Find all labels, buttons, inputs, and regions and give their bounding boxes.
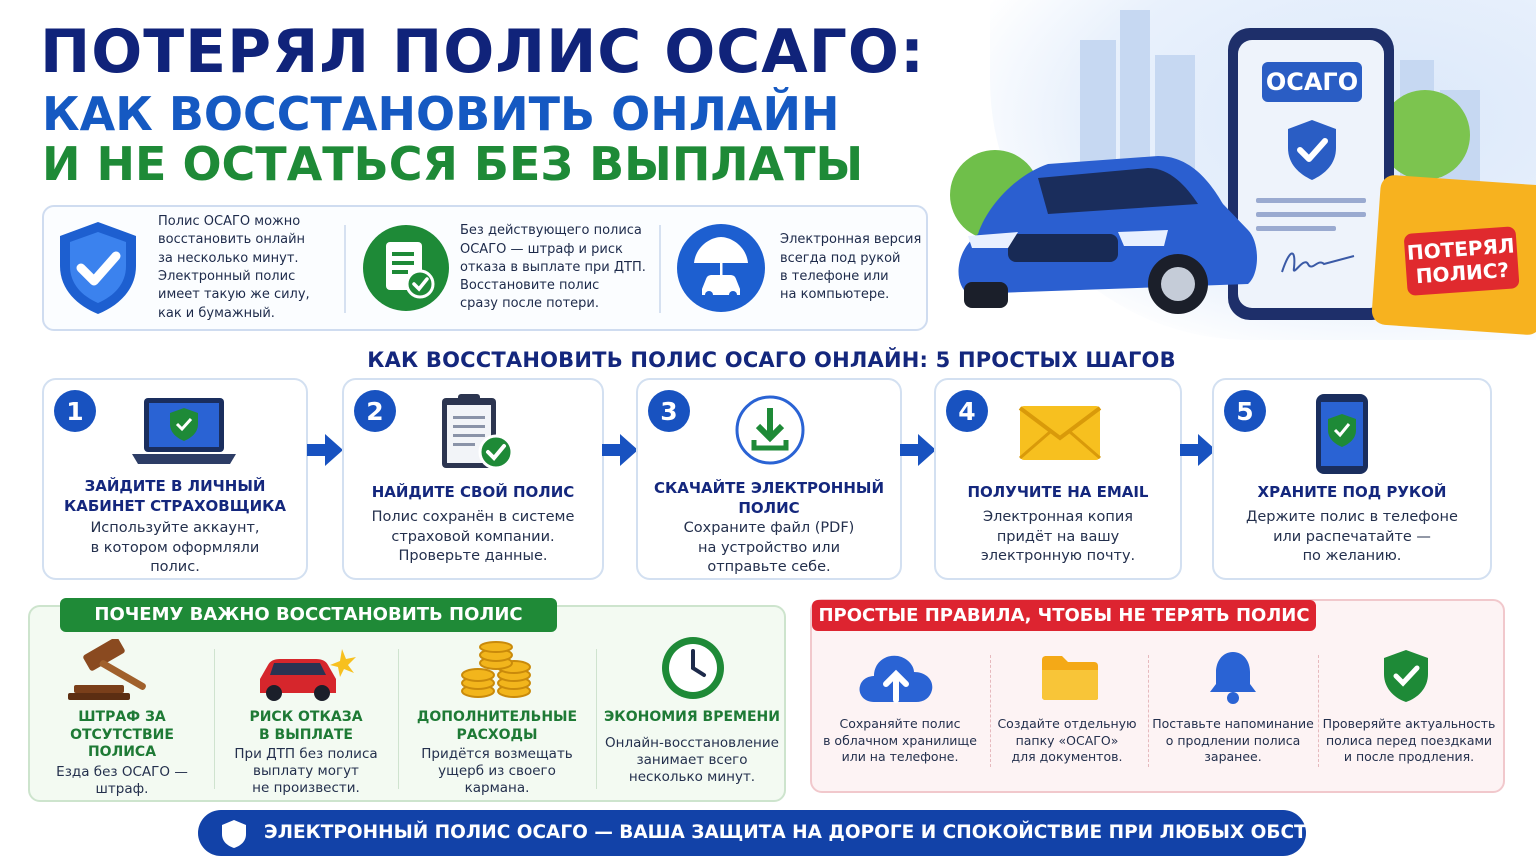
step-card-5 [1212,378,1492,580]
phone-label: ОСАГО [1262,62,1362,102]
phone-shield-icon [1314,392,1370,476]
rules-banner: ПРОСТЫЕ ПРАВИЛА, ЧТОБЫ НЕ ТЕРЯТЬ ПОЛИС [812,600,1316,631]
arrow-right-icon [898,430,938,470]
badge-line1: ПОТЕРЯЛ [1406,233,1516,265]
footer-banner [198,810,1469,856]
why-desc: Езда без ОСАГО — штраф. [56,763,188,797]
crashed-car-icon [254,643,358,703]
step-title: НАЙДИТЕ СВОЙ ПОЛИС [371,483,575,501]
step-title: СКАЧАЙТЕ ЭЛЕКТРОННЫЙ ПОЛИС [653,479,885,517]
step-card-4 [934,378,1182,580]
folder-icon [1371,174,1536,335]
car-icon [948,134,1268,324]
badge-line2: ПОЛИС? [1415,257,1510,289]
why-desc: Придётся возмещать ущерб из своего кармана. [421,746,573,796]
divider [1318,655,1319,767]
shield-check-icon [54,218,142,318]
step-card-3 [636,378,902,580]
step-desc: Сохраните файл (PDF) на устройство или отправьте себе. [683,520,855,575]
why-important-panel [28,605,786,802]
step-title: ПОЛУЧИТЕ НА EMAIL [967,483,1149,501]
info-panel [42,205,928,331]
gavel-icon [66,639,156,701]
page-title: ПОТЕРЯЛ ПОЛИС ОСАГО: [40,17,925,87]
shield-check-icon [1284,118,1340,182]
step-number: 4 [946,390,988,432]
step-number: 5 [1224,390,1266,432]
document-check-icon [362,224,450,312]
bell-icon [1206,648,1260,706]
step-card-1 [42,378,308,580]
why-banner: ПОЧЕМУ ВАЖНО ВОССТАНОВИТЬ ПОЛИС [60,598,557,632]
page-subtitle-line2: И НЕ ОСТАТЬСЯ БЕЗ ВЫПЛАТЫ [42,137,864,191]
info-text: Полис ОСАГО можно восстановить онлайн за несколько минут. Электронный полис имеет такую же силу, как и бумажный. [158,214,310,321]
envelope-icon [1018,404,1102,462]
download-icon [734,394,806,466]
why-title: ШТРАФ ЗА ОТСУТСТВИЕ ПОЛИСА [70,709,174,760]
rule-item: Поставьте напоминание о продлении полиса заранее. [1152,716,1314,764]
info-item [676,207,926,329]
coins-icon [458,641,538,703]
umbrella-car-icon [676,223,766,313]
divider [344,225,346,313]
signature-icon [1278,242,1358,282]
clock-icon [660,635,726,701]
step-number: 2 [354,390,396,432]
rule-item: Проверяйте актуальность полиса перед поездками и после продления. [1322,716,1496,764]
step-title: ХРАНИТЕ ПОД РУКОЙ [1257,483,1447,501]
info-text: Без действующего полиса ОСАГО — штраф и риск отказа в выплате при ДТП. Восстановите полис сразу после потери. [460,223,646,312]
arrow-right-icon [305,430,345,470]
arrow-right-icon [600,430,640,470]
laptop-shield-icon [132,396,236,466]
step-card-2 [342,378,604,580]
footer-text: ЭЛЕКТРОННЫЙ ПОЛИС ОСАГО — ВАША ЗАЩИТА НА ДОРОГЕ И СПОКОЙСТВИЕ ПРИ ЛЮБЫХ ОБСТОЯТЕЛЬСТВАХ! [264,822,1469,843]
cloud-upload-icon [856,650,936,708]
step-desc: Держите полис в телефоне или распечатайте — по желанию. [1246,509,1458,564]
info-item [54,207,344,329]
info-text: Электронная версия всегда под рукой в телефоне или на компьютере. [780,232,922,303]
step-desc: Используйте аккаунт, в котором оформляли полис. [90,520,260,575]
step-desc: Полис сохранён в системе страховой компании. Проверьте данные. [371,509,575,564]
why-desc: При ДТП без полиса выплату могут не произвести. [234,746,378,796]
divider [659,225,661,313]
step-desc: Электронная копия придёт на вашу электронную почту. [980,509,1136,564]
folder-icon [1040,654,1100,702]
shield-icon [220,818,248,850]
shield-check-icon [1382,648,1430,704]
lost-policy-badge [1404,226,1520,296]
step-number: 3 [648,390,690,432]
step-number: 1 [54,390,96,432]
hero-illustration [930,0,1536,345]
divider [990,655,991,767]
page-subtitle-line1: КАК ВОССТАНОВИТЬ ОНЛАЙН [42,87,840,141]
why-title: РИСК ОТКАЗА В ВЫПЛАТЕ [249,709,363,743]
rule-item: Создайте отдельную папку «ОСАГО» для документов. [997,716,1137,764]
info-item [362,207,662,329]
rule-item: Сохраняйте полис в облачном хранилище или на телефоне. [823,716,977,764]
why-title: ЭКОНОМИЯ ВРЕМЕНИ [604,709,780,725]
why-desc: Онлайн-восстановление занимает всего несколько минут. [605,734,779,785]
clipboard-check-icon [436,392,516,472]
why-title: ДОПОЛНИТЕЛЬНЫЕ РАСХОДЫ [416,709,578,743]
steps-title: КАК ВОССТАНОВИТЬ ПОЛИС ОСАГО ОНЛАЙН: 5 ПРОСТЫХ ШАГОВ [367,348,1176,372]
step-title: ЗАЙДИТЕ В ЛИЧНЫЙ КАБИНЕТ СТРАХОВЩИКА [63,477,286,515]
divider [1148,655,1149,767]
